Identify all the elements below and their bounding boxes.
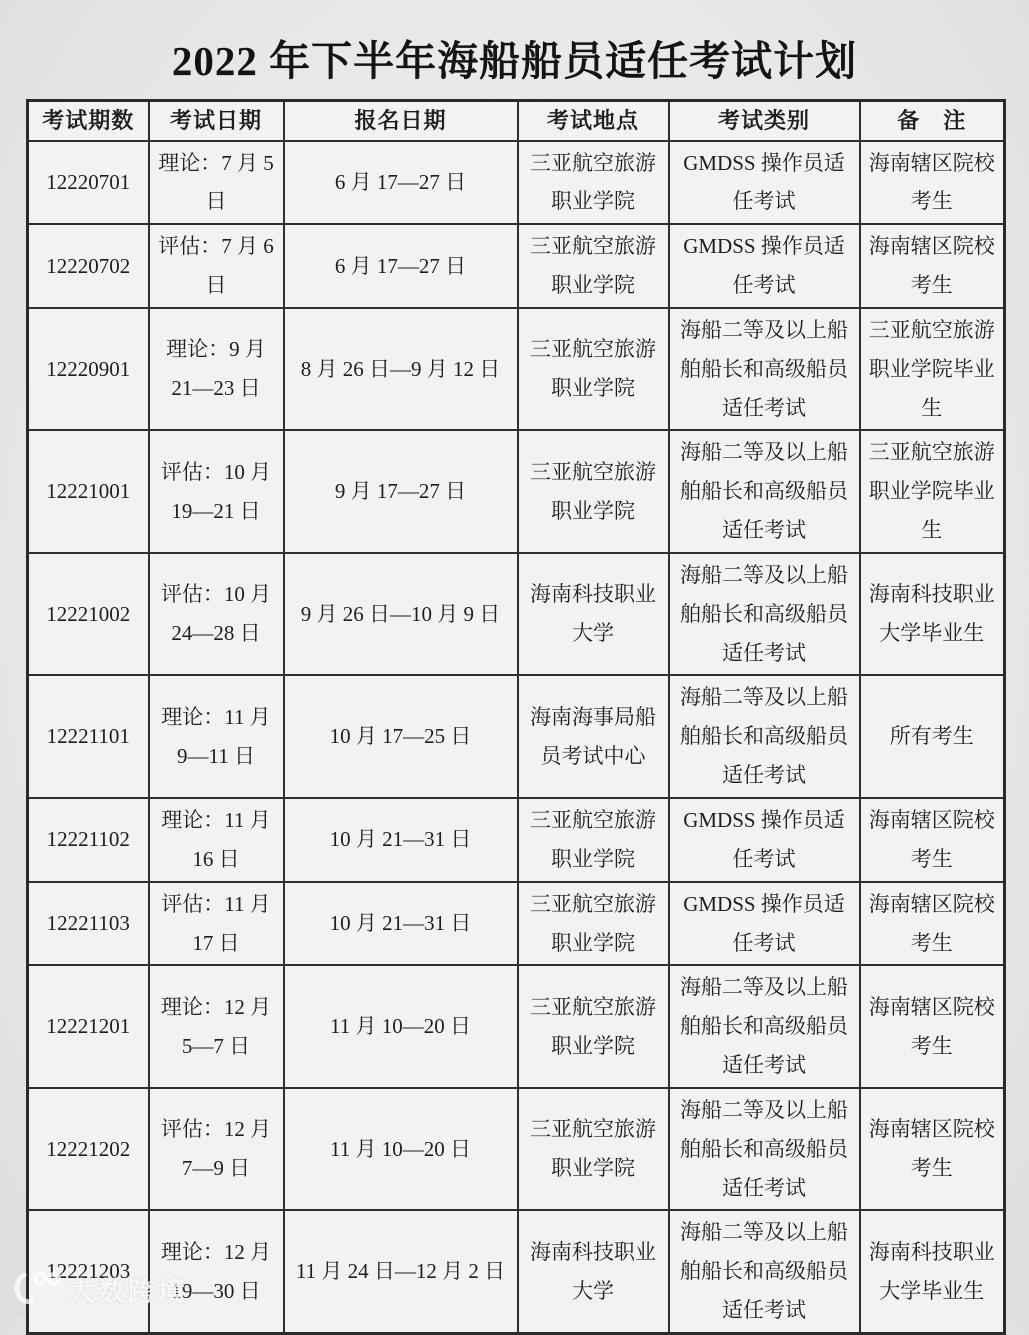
cell-exam-period: 12221002	[28, 553, 149, 676]
cell-exam-period: 12221101	[28, 675, 149, 798]
cell-remarks: 海南辖区院校考生	[860, 141, 1005, 225]
cell-exam-period: 12221201	[28, 965, 149, 1088]
cell-exam-location: 三亚航空旅游职业学院	[518, 430, 669, 553]
header-exam-period: 考试期数	[28, 101, 149, 141]
cell-remarks: 海南辖区院校考生	[860, 1088, 1005, 1211]
cell-registration-date: 10 月 21—31 日	[284, 798, 518, 882]
cell-exam-category: 海船二等及以上船舶船长和高级船员适任考试	[669, 553, 860, 676]
cell-exam-date: 理论：12 月 19—30 日	[149, 1210, 284, 1333]
header-registration-date: 报名日期	[284, 101, 518, 141]
cell-remarks: 三亚航空旅游职业学院毕业生	[860, 430, 1005, 553]
cell-registration-date: 8 月 26 日—9 月 12 日	[284, 308, 518, 431]
cell-exam-date: 理论：11 月 16 日	[149, 798, 284, 882]
cell-exam-location: 三亚航空旅游职业学院	[518, 308, 669, 431]
watermark-text: 大数跨境	[68, 1276, 188, 1307]
header-exam-date: 考试日期	[149, 101, 284, 141]
cell-exam-period: 12220701	[28, 141, 149, 225]
cell-exam-category: GMDSS 操作员适任考试	[669, 141, 860, 225]
cell-remarks: 海南辖区院校考生	[860, 798, 1005, 882]
cell-exam-date: 理论：7 月 5 日	[149, 141, 284, 225]
cell-exam-date: 评估：7 月 6 日	[149, 224, 284, 308]
cell-exam-period: 12221203	[28, 1210, 149, 1333]
cell-exam-category: 海船二等及以上船舶船长和高级船员适任考试	[669, 308, 860, 431]
table-row	[28, 553, 1005, 676]
cell-exam-period: 12221001	[28, 430, 149, 553]
cell-exam-period: 12221202	[28, 1088, 149, 1211]
cell-exam-category: 海船二等及以上船舶船长和高级船员适任考试	[669, 430, 860, 553]
watermark	[10, 1269, 188, 1309]
cell-exam-category: 海船二等及以上船舶船长和高级船员适任考试	[669, 675, 860, 798]
table-row	[28, 224, 1005, 308]
cell-exam-date: 理论：9 月 21—23 日	[149, 308, 284, 431]
cell-exam-category: 海船二等及以上船舶船长和高级船员适任考试	[669, 1210, 860, 1333]
cell-remarks: 海南辖区院校考生	[860, 224, 1005, 308]
watermark-logo-icon	[10, 1269, 62, 1309]
cell-exam-location: 三亚航空旅游职业学院	[518, 224, 669, 308]
cell-registration-date: 11 月 10—20 日	[284, 1088, 518, 1211]
cell-remarks: 海南辖区院校考生	[860, 882, 1005, 966]
cell-exam-location: 三亚航空旅游职业学院	[518, 798, 669, 882]
cell-remarks: 海南科技职业大学毕业生	[860, 1210, 1005, 1333]
cell-exam-location: 海南海事局船员考试中心	[518, 675, 669, 798]
cell-exam-date: 评估：10 月 24—28 日	[149, 553, 284, 676]
cell-registration-date: 6 月 17—27 日	[284, 224, 518, 308]
cell-remarks: 所有考生	[860, 675, 1005, 798]
header-exam-location: 考试地点	[518, 101, 669, 141]
table-row	[28, 141, 1005, 225]
cell-exam-date: 理论：12 月 5—7 日	[149, 965, 284, 1088]
cell-remarks: 海南科技职业大学毕业生	[860, 553, 1005, 676]
cell-registration-date: 11 月 10—20 日	[284, 965, 518, 1088]
exam-schedule-table	[26, 99, 1006, 1335]
cell-exam-period: 12220702	[28, 224, 149, 308]
cell-exam-date: 评估：10 月 19—21 日	[149, 430, 284, 553]
cell-remarks: 海南辖区院校考生	[860, 965, 1005, 1088]
table-row	[28, 430, 1005, 553]
header-remarks: 备 注	[860, 101, 1005, 141]
cell-registration-date: 9 月 26 日—10 月 9 日	[284, 553, 518, 676]
cell-remarks: 三亚航空旅游职业学院毕业生	[860, 308, 1005, 431]
cell-exam-category: 海船二等及以上船舶船长和高级船员适任考试	[669, 965, 860, 1088]
page-title: 2022 年下半年海船船员适任考试计划	[171, 38, 858, 84]
cell-exam-category: 海船二等及以上船舶船长和高级船员适任考试	[669, 1088, 860, 1211]
table-row	[28, 965, 1005, 1088]
table-row	[28, 882, 1005, 966]
table-row	[28, 798, 1005, 882]
cell-registration-date: 10 月 17—25 日	[284, 675, 518, 798]
table-row	[28, 675, 1005, 798]
cell-exam-period: 12220901	[28, 308, 149, 431]
cell-exam-category: GMDSS 操作员适任考试	[669, 798, 860, 882]
cell-exam-date: 评估：11 月 17 日	[149, 882, 284, 966]
table-header-row	[28, 101, 1005, 141]
cell-exam-location: 海南科技职业大学	[518, 1210, 669, 1333]
table-row	[28, 308, 1005, 431]
table-row	[28, 1088, 1005, 1211]
cell-exam-location: 三亚航空旅游职业学院	[518, 141, 669, 225]
cell-exam-location: 三亚航空旅游职业学院	[518, 882, 669, 966]
cell-registration-date: 10 月 21—31 日	[284, 882, 518, 966]
cell-registration-date: 9 月 17—27 日	[284, 430, 518, 553]
cell-exam-location: 三亚航空旅游职业学院	[518, 1088, 669, 1211]
cell-exam-period: 12221103	[28, 882, 149, 966]
cell-exam-category: GMDSS 操作员适任考试	[669, 224, 860, 308]
cell-exam-date: 理论：11 月 9—11 日	[149, 675, 284, 798]
cell-registration-date: 6 月 17—27 日	[284, 141, 518, 225]
cell-exam-category: GMDSS 操作员适任考试	[669, 882, 860, 966]
cell-exam-location: 三亚航空旅游职业学院	[518, 965, 669, 1088]
cell-exam-period: 12221102	[28, 798, 149, 882]
cell-exam-date: 评估：12 月 7—9 日	[149, 1088, 284, 1211]
cell-exam-location: 海南科技职业大学	[518, 553, 669, 676]
header-exam-category: 考试类别	[669, 101, 860, 141]
cell-registration-date: 11 月 24 日—12 月 2 日	[284, 1210, 518, 1333]
